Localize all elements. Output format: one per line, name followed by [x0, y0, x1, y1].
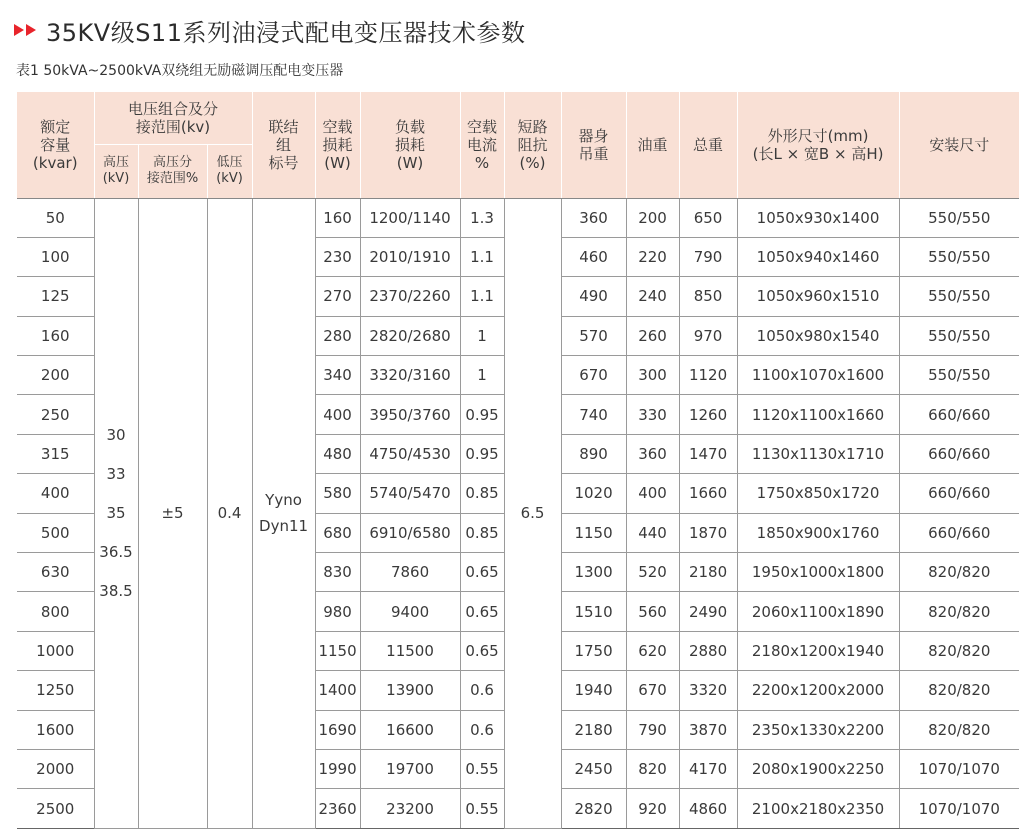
hv-value: 30 [106, 425, 126, 444]
cell-install-size: 660/660 [899, 395, 1019, 434]
cell-load-loss: 19700 [360, 749, 460, 788]
cell-no-load-current: 0.95 [460, 434, 504, 473]
cell-total-weight: 850 [679, 277, 737, 316]
cell-dimensions: 1050x960x1510 [737, 277, 899, 316]
cell-total-weight: 1660 [679, 474, 737, 513]
cell-no-load-loss: 270 [315, 277, 360, 316]
cell-no-load-loss: 2360 [315, 789, 360, 828]
cell-oil-weight: 330 [626, 395, 679, 434]
cell-no-load-current: 1 [460, 356, 504, 395]
cell-oil-weight: 300 [626, 356, 679, 395]
cell-body-weight: 570 [561, 316, 626, 355]
connection-value: Dyn11 [259, 517, 309, 536]
cell-total-weight: 1120 [679, 356, 737, 395]
cell-total-weight: 790 [679, 237, 737, 276]
title-row [14, 12, 525, 48]
cell-load-loss: 2820/2680 [360, 316, 460, 355]
cell-oil-weight: 920 [626, 789, 679, 828]
cell-total-weight: 970 [679, 316, 737, 355]
cell-no-load-loss: 830 [315, 553, 360, 592]
cell-no-load-current: 1.1 [460, 237, 504, 276]
cell-capacity: 200 [17, 356, 94, 395]
cell-oil-weight: 440 [626, 513, 679, 552]
cell-no-load-loss: 340 [315, 356, 360, 395]
cell-no-load-loss: 230 [315, 237, 360, 276]
cell-capacity: 50 [17, 198, 94, 237]
cell-body-weight: 2820 [561, 789, 626, 828]
cell-oil-weight: 820 [626, 749, 679, 788]
cell-lv: 0.4 [207, 198, 252, 828]
cell-capacity: 630 [17, 553, 94, 592]
cell-install-size: 820/820 [899, 631, 1019, 670]
cell-no-load-current: 0.85 [460, 474, 504, 513]
cell-oil-weight: 200 [626, 198, 679, 237]
cell-total-weight: 3870 [679, 710, 737, 749]
cell-dimensions: 1130x1130x1710 [737, 434, 899, 473]
cell-load-loss: 2010/1910 [360, 237, 460, 276]
cell-capacity: 1250 [17, 671, 94, 710]
cell-load-loss: 13900 [360, 671, 460, 710]
cell-dimensions: 1100x1070x1600 [737, 356, 899, 395]
cell-install-size: 660/660 [899, 434, 1019, 473]
cell-install-size: 550/550 [899, 237, 1019, 276]
cell-install-size: 660/660 [899, 513, 1019, 552]
cell-body-weight: 360 [561, 198, 626, 237]
cell-install-size: 1070/1070 [899, 749, 1019, 788]
cell-no-load-loss: 1400 [315, 671, 360, 710]
cell-install-size: 550/550 [899, 198, 1019, 237]
cell-capacity: 1000 [17, 631, 94, 670]
cell-total-weight: 4860 [679, 789, 737, 828]
cell-dimensions: 1050x980x1540 [737, 316, 899, 355]
cell-no-load-loss: 400 [315, 395, 360, 434]
col-no-load-loss: 空载 损耗 (W) [315, 92, 360, 198]
hv-value: 38.5 [99, 581, 133, 600]
cell-no-load-current: 0.65 [460, 592, 504, 631]
col-voltage-group: 电压组合及分 接范围(kv) [94, 92, 252, 144]
cell-load-loss: 4750/4530 [360, 434, 460, 473]
cell-no-load-current: 1.1 [460, 277, 504, 316]
cell-capacity: 2000 [17, 749, 94, 788]
cell-oil-weight: 240 [626, 277, 679, 316]
cell-dimensions: 1120x1100x1660 [737, 395, 899, 434]
cell-total-weight: 1260 [679, 395, 737, 434]
cell-oil-weight: 260 [626, 316, 679, 355]
cell-load-loss: 1200/1140 [360, 198, 460, 237]
cell-oil-weight: 400 [626, 474, 679, 513]
table-caption: 表1 50kVA~2500kVA双绕组无励磁调压配电变压器 [16, 63, 344, 79]
cell-no-load-current: 0.6 [460, 671, 504, 710]
cell-body-weight: 460 [561, 237, 626, 276]
cell-dimensions: 1950x1000x1800 [737, 553, 899, 592]
cell-capacity: 160 [17, 316, 94, 355]
hv-value: 33 [106, 464, 126, 483]
cell-load-loss: 9400 [360, 592, 460, 631]
table-body [17, 198, 1019, 828]
cell-oil-weight: 220 [626, 237, 679, 276]
col-impedance: 短路 阻抗 (%) [504, 92, 561, 198]
cell-no-load-current: 0.6 [460, 710, 504, 749]
cell-load-loss: 23200 [360, 789, 460, 828]
double-arrow-icon [14, 24, 38, 36]
cell-no-load-current: 0.55 [460, 789, 504, 828]
cell-no-load-current: 0.95 [460, 395, 504, 434]
cell-load-loss: 2370/2260 [360, 277, 460, 316]
cell-impedance: 6.5 [504, 198, 561, 828]
cell-capacity: 100 [17, 237, 94, 276]
cell-install-size: 660/660 [899, 474, 1019, 513]
cell-no-load-loss: 580 [315, 474, 360, 513]
cell-oil-weight: 520 [626, 553, 679, 592]
cell-body-weight: 490 [561, 277, 626, 316]
cell-dimensions: 2080x1900x2250 [737, 749, 899, 788]
cell-hv-tap: ±5 [138, 198, 207, 828]
col-body-weight: 器身 吊重 [561, 92, 626, 198]
cell-capacity: 250 [17, 395, 94, 434]
cell-load-loss: 6910/6580 [360, 513, 460, 552]
cell-capacity: 125 [17, 277, 94, 316]
col-rated-capacity: 额定 容量 (kvar) [17, 92, 94, 198]
cell-body-weight: 1150 [561, 513, 626, 552]
cell-install-size: 550/550 [899, 356, 1019, 395]
cell-dimensions: 2060x1100x1890 [737, 592, 899, 631]
col-install-size: 安装尺寸 [899, 92, 1019, 198]
col-hv: 高压 (kV) [94, 144, 138, 198]
cell-no-load-loss: 980 [315, 592, 360, 631]
cell-install-size: 550/550 [899, 316, 1019, 355]
cell-no-load-current: 0.65 [460, 631, 504, 670]
cell-oil-weight: 790 [626, 710, 679, 749]
cell-body-weight: 2450 [561, 749, 626, 788]
page-title: 35KV级S11系列油浸式配电变压器技术参数 [46, 18, 526, 47]
cell-body-weight: 670 [561, 356, 626, 395]
cell-dimensions: 1750x850x1720 [737, 474, 899, 513]
cell-body-weight: 1510 [561, 592, 626, 631]
cell-dimensions: 2180x1200x1940 [737, 631, 899, 670]
cell-dimensions: 1050x930x1400 [737, 198, 899, 237]
cell-connection [252, 198, 315, 828]
cell-no-load-current: 1 [460, 316, 504, 355]
cell-install-size: 820/820 [899, 671, 1019, 710]
cell-no-load-loss: 1990 [315, 749, 360, 788]
cell-no-load-current: 1.3 [460, 198, 504, 237]
col-total-weight: 总重 [679, 92, 737, 198]
cell-hv-values [94, 198, 138, 828]
cell-no-load-current: 0.55 [460, 749, 504, 788]
cell-no-load-loss: 1150 [315, 631, 360, 670]
cell-total-weight: 1470 [679, 434, 737, 473]
cell-dimensions: 2350x1330x2200 [737, 710, 899, 749]
col-no-load-current: 空载 电流 % [460, 92, 504, 198]
cell-body-weight: 1300 [561, 553, 626, 592]
cell-oil-weight: 670 [626, 671, 679, 710]
cell-load-loss: 11500 [360, 631, 460, 670]
cell-total-weight: 2490 [679, 592, 737, 631]
cell-dimensions: 1050x940x1460 [737, 237, 899, 276]
connection-value: Yyno [265, 491, 302, 510]
cell-load-loss: 7860 [360, 553, 460, 592]
cell-no-load-current: 0.65 [460, 553, 504, 592]
cell-load-loss: 5740/5470 [360, 474, 460, 513]
cell-oil-weight: 360 [626, 434, 679, 473]
cell-no-load-loss: 1690 [315, 710, 360, 749]
hv-value: 35 [106, 503, 126, 522]
cell-body-weight: 2180 [561, 710, 626, 749]
cell-total-weight: 4170 [679, 749, 737, 788]
cell-dimensions: 1850x900x1760 [737, 513, 899, 552]
cell-no-load-loss: 160 [315, 198, 360, 237]
cell-install-size: 820/820 [899, 710, 1019, 749]
col-hv-tap: 高压分 接范围% [138, 144, 207, 198]
cell-install-size: 1070/1070 [899, 789, 1019, 828]
cell-body-weight: 1750 [561, 631, 626, 670]
cell-total-weight: 1870 [679, 513, 737, 552]
cell-no-load-current: 0.85 [460, 513, 504, 552]
cell-capacity: 1600 [17, 710, 94, 749]
hv-value: 36.5 [99, 542, 133, 561]
cell-load-loss: 16600 [360, 710, 460, 749]
cell-no-load-loss: 680 [315, 513, 360, 552]
table-row [17, 198, 1019, 237]
cell-oil-weight: 560 [626, 592, 679, 631]
col-oil-weight: 油重 [626, 92, 679, 198]
cell-total-weight: 2880 [679, 631, 737, 670]
cell-total-weight: 650 [679, 198, 737, 237]
cell-capacity: 2500 [17, 789, 94, 828]
spec-table [17, 92, 1019, 829]
cell-capacity: 315 [17, 434, 94, 473]
col-connection: 联结 组 标号 [252, 92, 315, 198]
cell-body-weight: 1940 [561, 671, 626, 710]
cell-install-size: 550/550 [899, 277, 1019, 316]
cell-install-size: 820/820 [899, 553, 1019, 592]
cell-load-loss: 3320/3160 [360, 356, 460, 395]
cell-capacity: 500 [17, 513, 94, 552]
cell-capacity: 400 [17, 474, 94, 513]
cell-dimensions: 2200x1200x2000 [737, 671, 899, 710]
cell-install-size: 820/820 [899, 592, 1019, 631]
cell-dimensions: 2100x2180x2350 [737, 789, 899, 828]
cell-oil-weight: 620 [626, 631, 679, 670]
cell-no-load-loss: 480 [315, 434, 360, 473]
cell-body-weight: 890 [561, 434, 626, 473]
cell-load-loss: 3950/3760 [360, 395, 460, 434]
cell-body-weight: 740 [561, 395, 626, 434]
cell-total-weight: 3320 [679, 671, 737, 710]
cell-body-weight: 1020 [561, 474, 626, 513]
table-header [17, 92, 1019, 198]
cell-capacity: 800 [17, 592, 94, 631]
col-dimensions: 外形尺寸(mm) (长L × 宽B × 高H) [737, 92, 899, 198]
col-load-loss: 负载 损耗 (W) [360, 92, 460, 198]
cell-no-load-loss: 280 [315, 316, 360, 355]
cell-total-weight: 2180 [679, 553, 737, 592]
col-lv: 低压 (kV) [207, 144, 252, 198]
